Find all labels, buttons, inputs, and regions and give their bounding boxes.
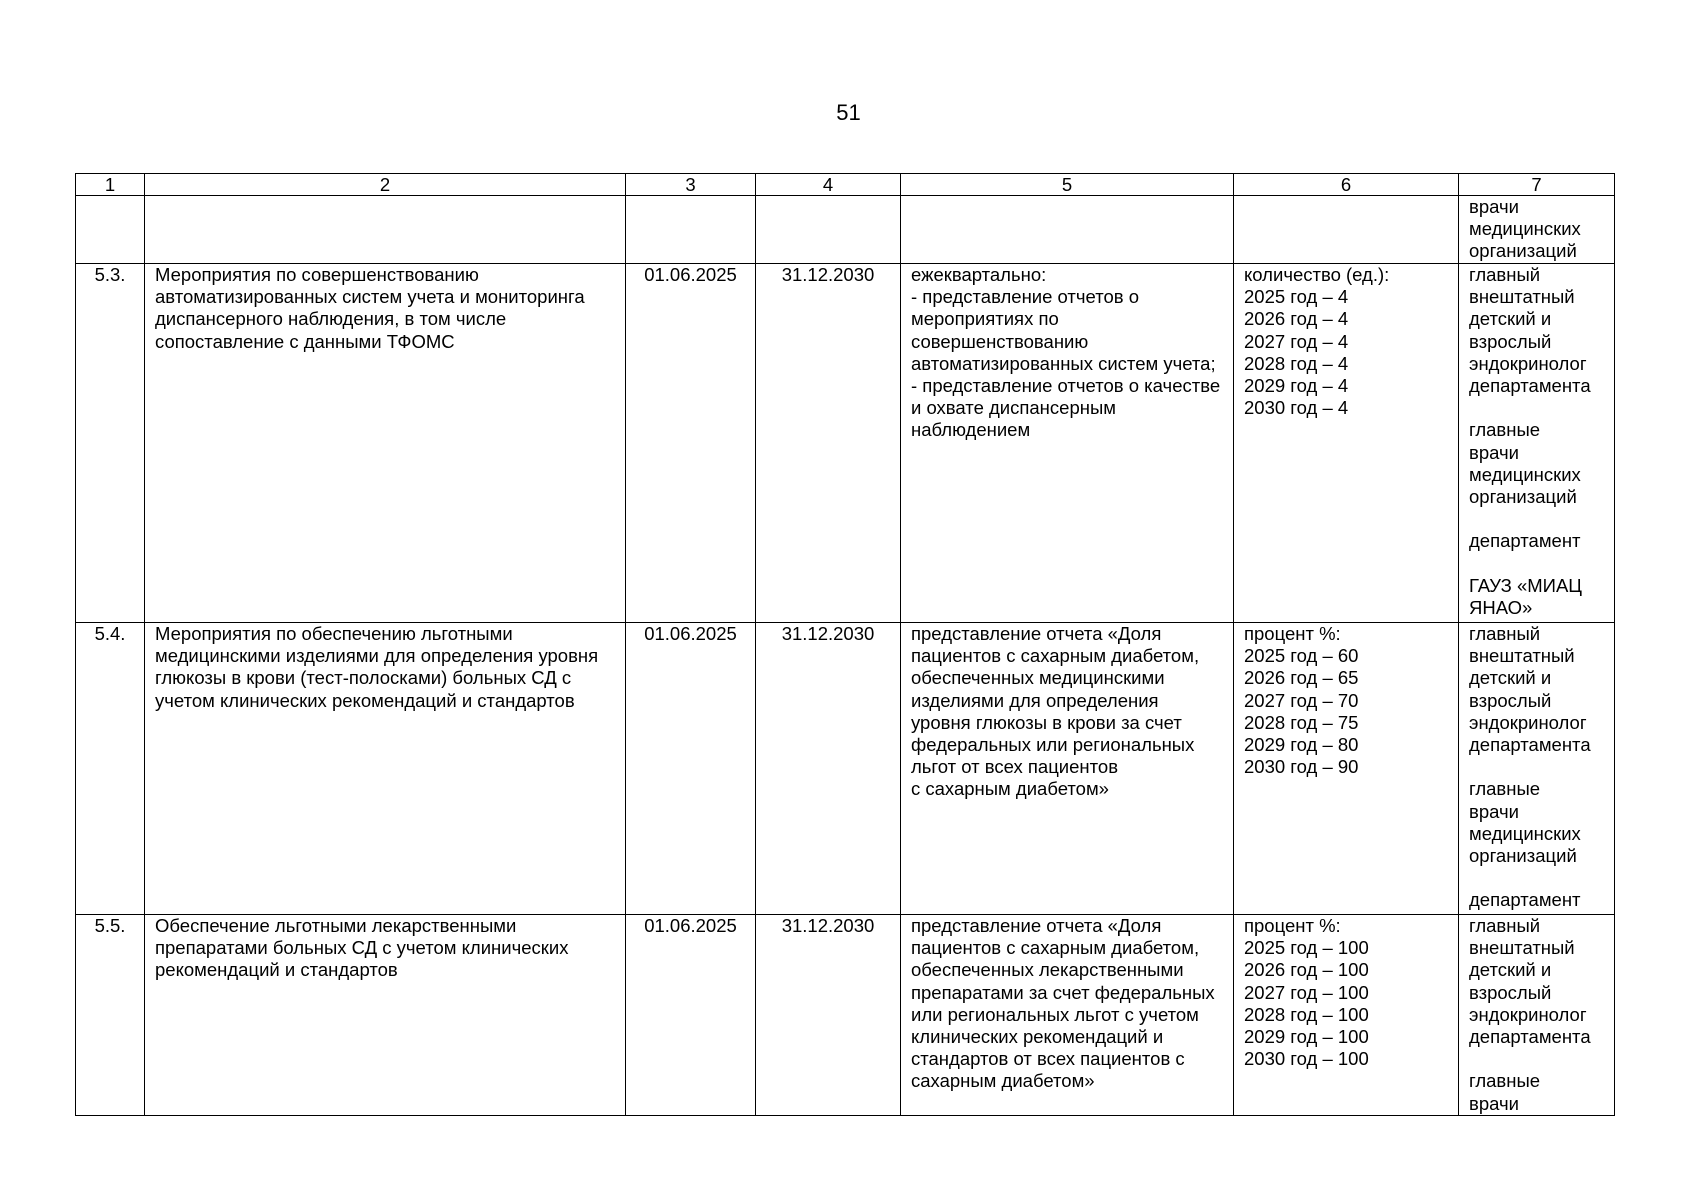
column-header: 5	[901, 174, 1234, 196]
start-date: 01.06.2025	[626, 915, 756, 1116]
column-header: 7	[1459, 174, 1615, 196]
item-number: 5.4.	[76, 623, 145, 915]
activity-name: Обеспечение льготными лекарственными препаратами больных СД с учетом клинических рекомендаций и стандартов	[145, 915, 626, 1116]
start-date	[626, 196, 756, 264]
end-date	[756, 196, 901, 264]
column-header: 2	[145, 174, 626, 196]
table-row	[76, 196, 1615, 264]
responsible: главный внештатный детский и взрослый эндокринолог департамента главные врачи медицинских организаций департамент	[1459, 623, 1615, 915]
end-date: 31.12.2030	[756, 915, 901, 1116]
activity-name	[145, 196, 626, 264]
column-header: 6	[1234, 174, 1459, 196]
item-number	[76, 196, 145, 264]
end-date: 31.12.2030	[756, 264, 901, 623]
indicator: количество (ед.): 2025 год – 4 2026 год – 4 2027 год – 4 2028 год – 4 2029 год – 4 2030 год – 4	[1234, 264, 1459, 623]
page-number: 51	[836, 100, 861, 125]
report-form: представление отчета «Доля пациентов с сахарным диабетом, обеспеченных лекарственными препаратами за счет федеральных или региональных льгот с учетом клинических рекомендаций и стандартов от всех пациентов с сахарным диабетом»	[901, 915, 1234, 1116]
report-form: представление отчета «Доля пациентов с сахарным диабетом, обеспеченных медицинскими изделиями для определения уровня глюкозы в крови за счет федеральных или региональных льгот от всех пациентов с сахарным диабетом»	[901, 623, 1234, 915]
start-date: 01.06.2025	[626, 623, 756, 915]
header-row	[76, 174, 1615, 196]
activity-name: Мероприятия по совершенствованию автоматизированных систем учета и мониторинга диспансерного наблюдения, в том числе сопоставление с данными ТФОМС	[145, 264, 626, 623]
indicator: процент %: 2025 год – 60 2026 год – 65 2027 год – 70 2028 год – 75 2029 год – 80 2030 год – 90	[1234, 623, 1459, 915]
activity-name: Мероприятия по обеспечению льготными медицинскими изделиями для определения уровня глюкозы в крови (тест-полосками) больных СД с учетом клинических рекомендаций и стандартов	[145, 623, 626, 915]
end-date: 31.12.2030	[756, 623, 901, 915]
column-header: 1	[76, 174, 145, 196]
responsible: главный внештатный детский и взрослый эндокринолог департамента главные врачи медицинских организаций департамент ГАУЗ «МИАЦ ЯНАО»	[1459, 264, 1615, 623]
item-number: 5.3.	[76, 264, 145, 623]
table-row	[76, 915, 1615, 1116]
start-date: 01.06.2025	[626, 264, 756, 623]
plan-table	[75, 173, 1615, 1116]
report-form	[901, 196, 1234, 264]
responsible: врачи медицинских организаций	[1459, 196, 1615, 264]
indicator: процент %: 2025 год – 100 2026 год – 100 2027 год – 100 2028 год – 100 2029 год – 100 2030 год – 100	[1234, 915, 1459, 1116]
indicator	[1234, 196, 1459, 264]
responsible: главный внештатный детский и взрослый эндокринолог департамента главные врачи	[1459, 915, 1615, 1116]
table-row	[76, 264, 1615, 623]
item-number: 5.5.	[76, 915, 145, 1116]
report-form: ежеквартально: - представление отчетов о мероприятиях по совершенствованию автоматизированных систем учета; - представление отчетов о качестве и охвате диспансерным наблюдением	[901, 264, 1234, 623]
column-header: 3	[626, 174, 756, 196]
column-header: 4	[756, 174, 901, 196]
table-row	[76, 623, 1615, 915]
